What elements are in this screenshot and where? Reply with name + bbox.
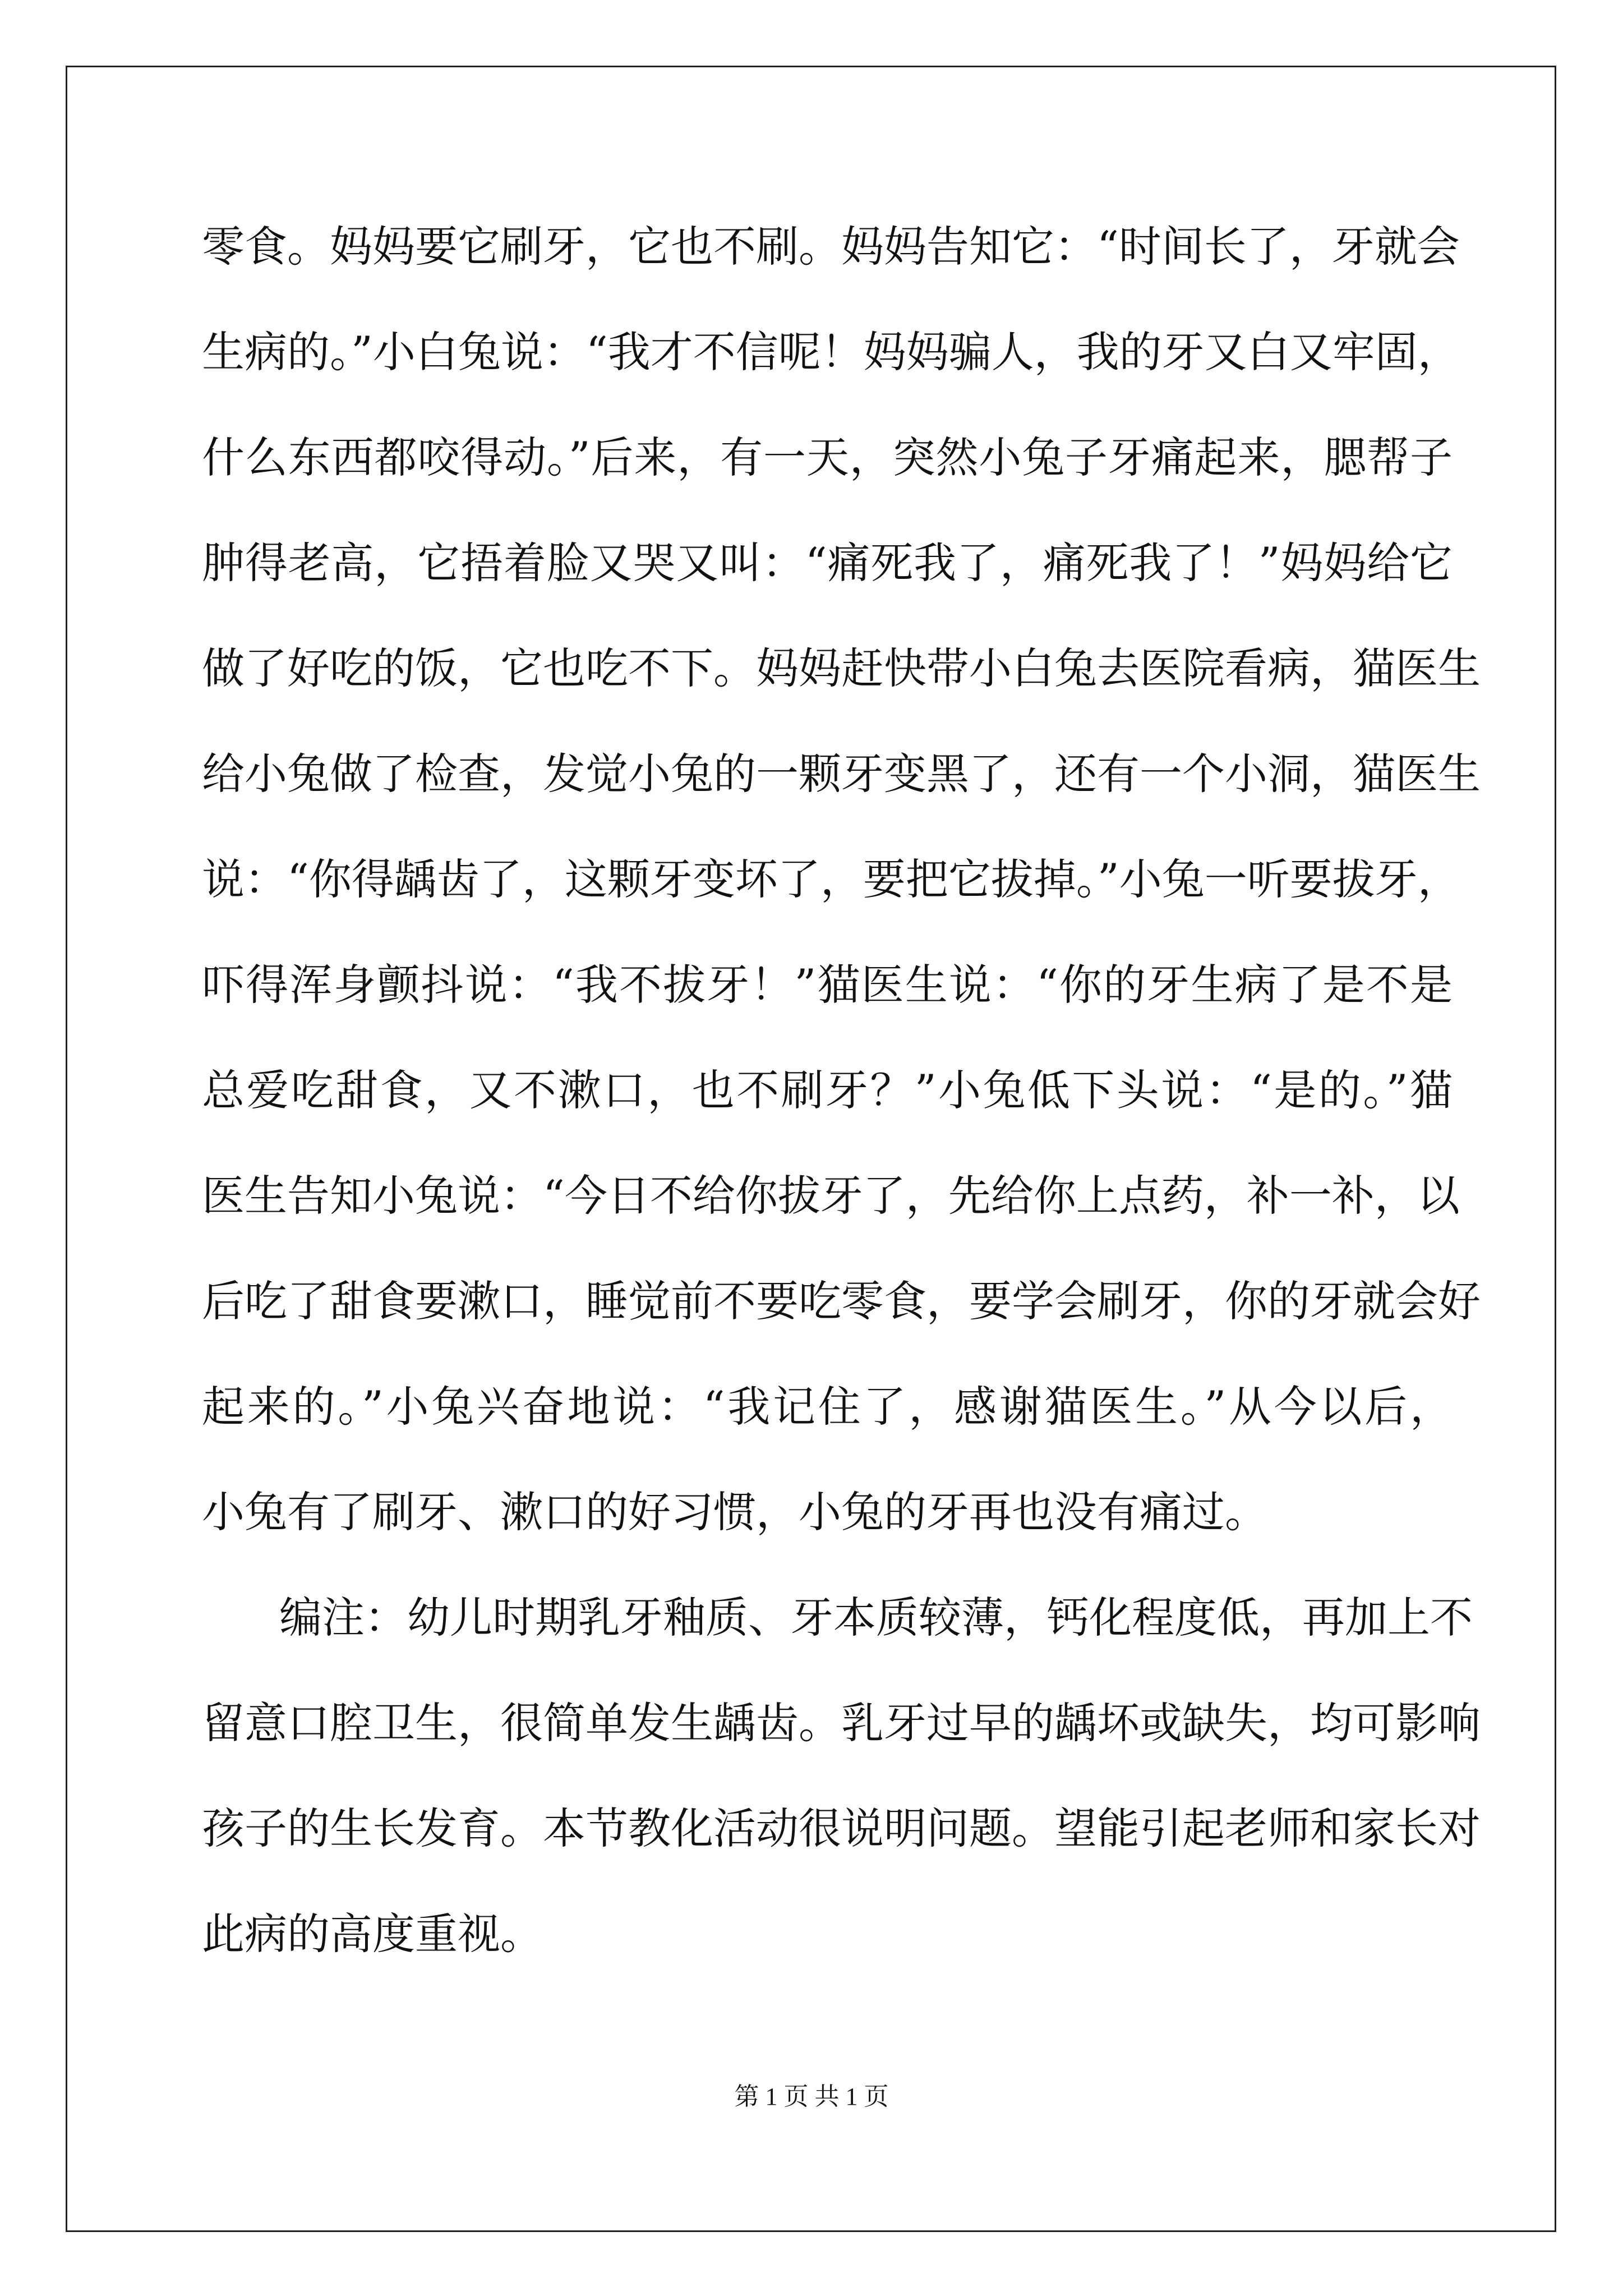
page-number-footer: 第 1 页 共 1 页 (734, 2083, 889, 2110)
note-line-1: 编注：幼儿时期乳牙釉质、牙本质较薄，钙化程度低，再加上不 (279, 1593, 1473, 1642)
story-line-10: 医生告知小兔说：“今日不给你拔牙了，先给你上点药，补一补，以 (202, 1171, 1460, 1221)
note-line-3: 孩子的生长发育。本节教化活动很说明问题。望能引起老师和家长对 (202, 1803, 1481, 1853)
note-line-4: 此病的高度重视。 (202, 1909, 543, 1959)
story-line-3: 什么东西都咬得动。”后来，有一天，突然小兔子牙痛起来，腮帮子 (202, 432, 1453, 482)
story-line-7: 说：“你得龋齿了，这颗牙变坏了，要把它拔掉。”小兔一听要拔牙， (202, 854, 1460, 904)
story-line-1: 零食。妈妈要它刷牙，它也不刷。妈妈告知它：“时间长了，牙就会 (202, 222, 1460, 272)
story-line-4: 肿得老高，它捂着脸又哭又叫：“痛死我了，痛死我了！”妈妈给它 (202, 538, 1453, 588)
story-line-13: 小兔有了刷牙、漱口的好习惯，小兔的牙再也没有痛过。 (202, 1487, 1267, 1537)
story-line-8: 吓得浑身颤抖说：“我不拔牙！”猫医生说：“你的牙生病了是不是 (202, 960, 1453, 1010)
story-line-11: 后吃了甜食要漱口，睡觉前不要吃零食，要学会刷牙，你的牙就会好 (202, 1276, 1481, 1326)
note-line-2: 留意口腔卫生，很简单发生龋齿。乳牙过早的龋坏或缺失，均可影响 (202, 1698, 1481, 1748)
story-line-2: 生病的。”小白兔说：“我才不信呢！妈妈骗人，我的牙又白又牢固， (202, 327, 1460, 377)
story-line-6: 给小兔做了检查，发觉小兔的一颗牙变黑了，还有一个小洞，猫医生 (202, 749, 1481, 799)
story-line-5: 做了好吃的饭，它也吃不下。妈妈赶快带小白兔去医院看病，猫医生 (202, 643, 1481, 693)
story-line-12: 起来的。”小兔兴奋地说：“我记住了，感谢猫医生。”从今以后， (202, 1382, 1453, 1432)
story-line-9: 总爱吃甜食，又不漱口，也不刷牙？”小兔低下头说：“是的。”猫 (202, 1065, 1453, 1115)
